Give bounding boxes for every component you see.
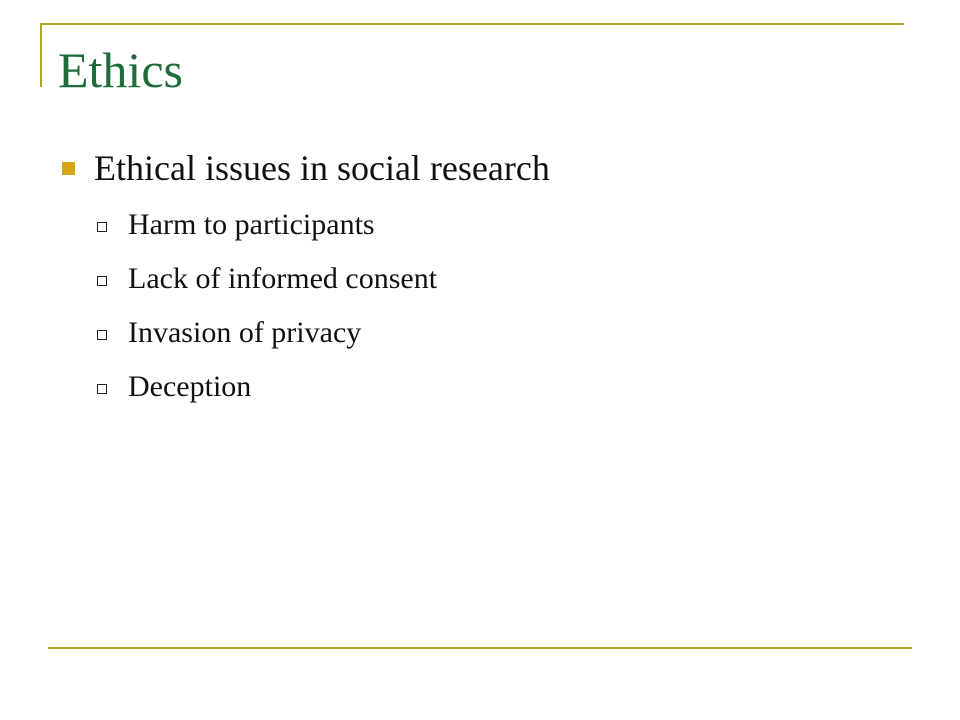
sub-bullet-item (97, 261, 437, 297)
hollow-square-bullet-icon (97, 276, 107, 286)
slide-title: Ethics (58, 42, 183, 98)
main-bullet-item (62, 146, 550, 190)
hollow-square-bullet-icon (97, 384, 107, 394)
hollow-square-bullet-icon (97, 222, 107, 232)
sub-bullet-item (97, 369, 251, 405)
top-frame-line (40, 23, 904, 25)
bottom-frame-line (48, 647, 912, 649)
sub-bullet-text: Harm to participants (128, 208, 375, 241)
sub-bullet-item (97, 207, 375, 243)
main-bullet-text: Ethical issues in social research (94, 148, 550, 188)
hollow-square-bullet-icon (97, 330, 107, 340)
left-frame-line (40, 23, 42, 87)
square-bullet-icon (62, 162, 75, 175)
sub-bullet-text: Invasion of privacy (128, 316, 362, 349)
sub-bullet-item (97, 315, 361, 351)
sub-bullet-text: Deception (128, 370, 252, 403)
sub-bullet-text: Lack of informed consent (128, 262, 438, 295)
